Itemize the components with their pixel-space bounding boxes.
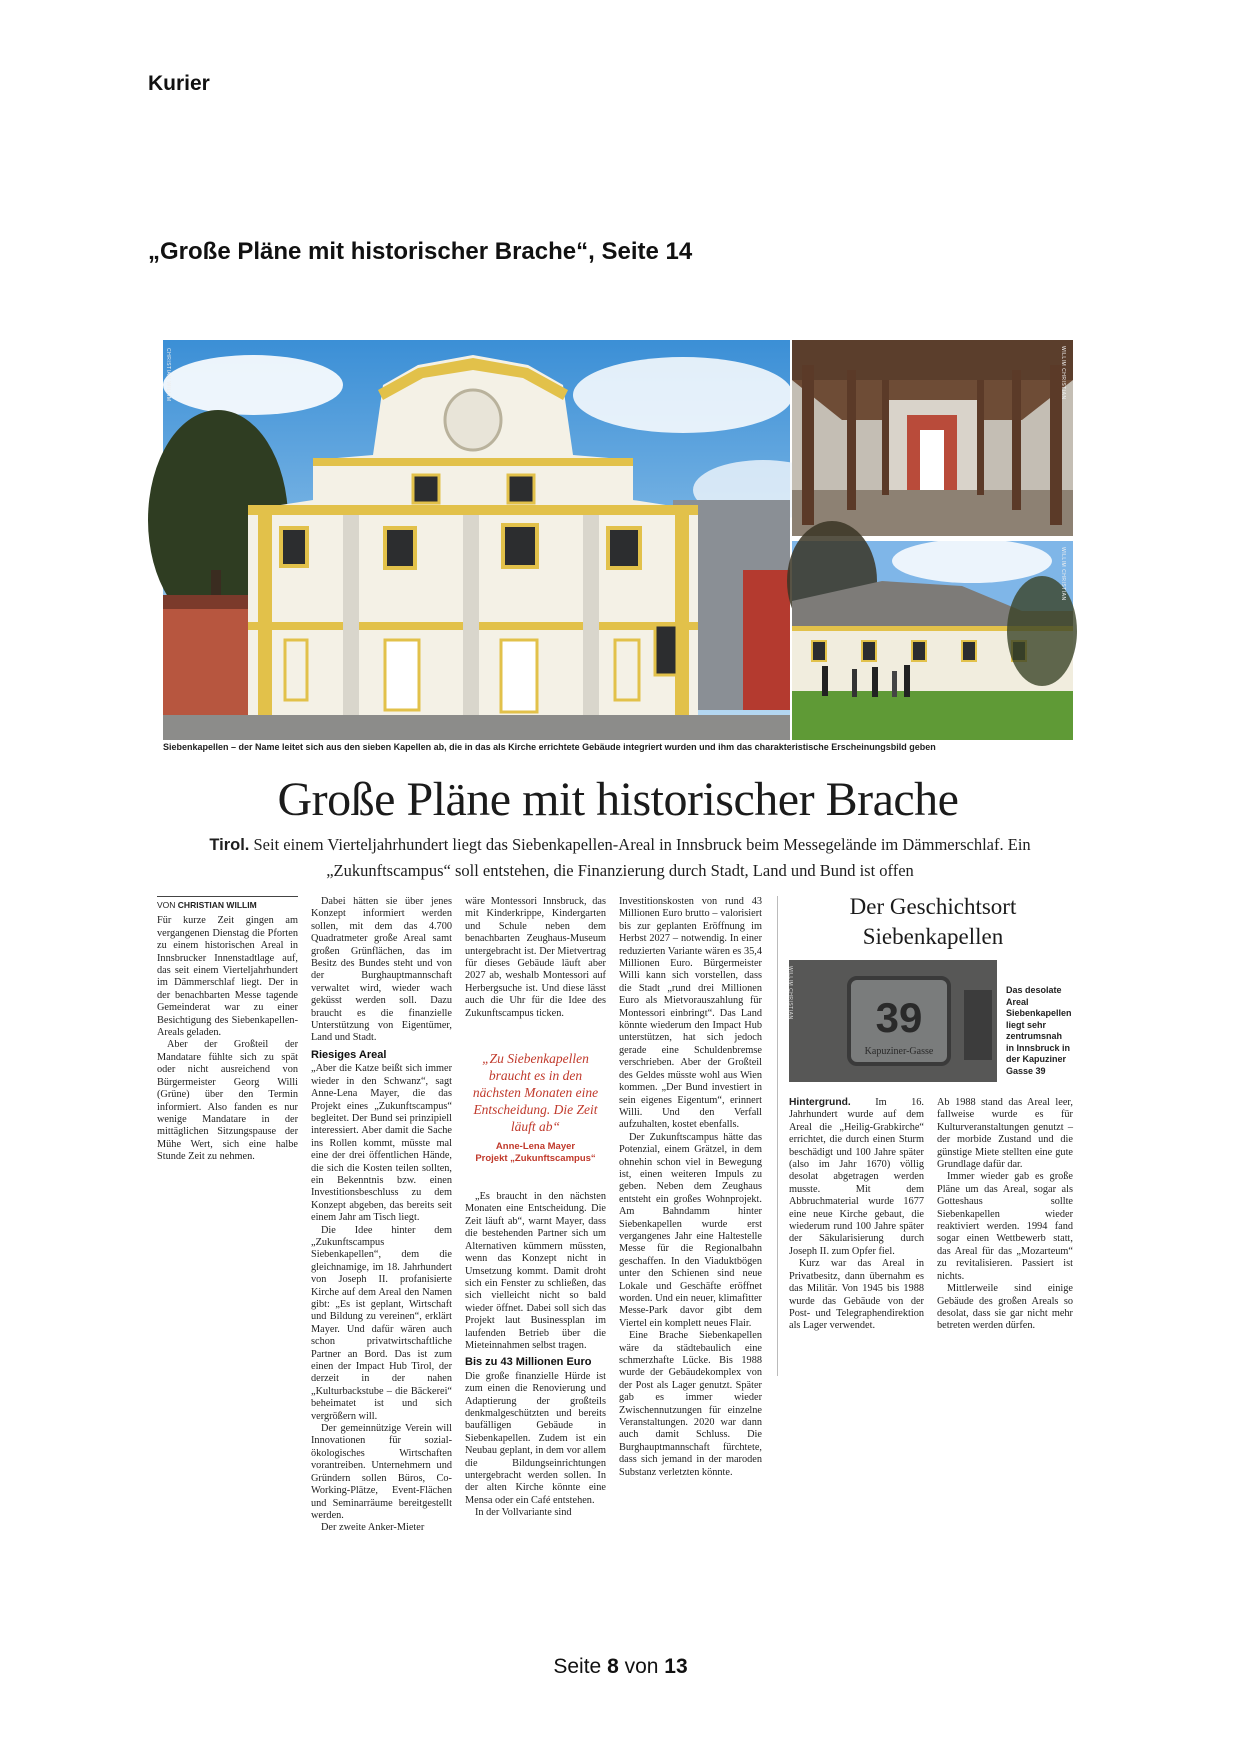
paragraph: Investitionskosten von rund 43 Millionen Euro brutto – valorisiert bis zur geplanten Eröffnung im Herbst 2027 – notwendig. In einer reduzierten Variante wären es 35,4 Millionen Euro. Bürgermeister Willi kann sich vorstellen, dass die Stadt „rund drei Millionen Euro als Mietvorauszahlung für Montessori einbringt“. Das Land könnte wiederum den Impact Hub unterstützen, hat sich jedoch gerade eine Schuldenbremse verschrieben. Aber der Großteil des Geldes müsste wohl aus Wien kommen. „Der Bund investiert in sein eigenes Eigentum“, erinnert Willi. Und den Verfall aufzuhalten, kostet ebenfalls. [619, 896, 762, 1131]
paragraph: Dabei hätten sie über jenes Konzept informiert werden sollen, mit dem das 4.700 Quadratmeter große Areal samt großen Grünflächen, das im Besitz des Bundes steht und von der Burghauptmannschaft verwaltet wird, wieder wach geküsst werden soll. Dazu braucht es die finanzielle Unterstützung von Eigentümer, Land und Stadt. [311, 896, 452, 1044]
photo-credit-main: CHRISTIAN WILLIM [165, 348, 171, 402]
paragraph: Mittlerweile sind einige Gebäude des großen Areals so desolat, dass sie gar nicht mehr betreten werden dürfen. [937, 1283, 1073, 1332]
pull-quote [469, 1050, 602, 1165]
sidebar-text: Im 16. Jahrhundert wurde auf dem Areal die „Heilig-Grabkirche“ errichtet, die durch einen Sturm beschädigt und 100 Jahre später (also im Jahr 1670) völlig desolat abgetragen werden musste. Mit dem Abbruchmaterial wurde 1677 eine neue Kirche gebaut, die wiederum rund 100 Jahre später der Säkularisierung durch Joseph II. zum Opfer fiel. [789, 1097, 924, 1257]
street-sign-number: 39 [875, 994, 923, 1041]
sidebar-title [793, 892, 1073, 952]
photo-credit-bottom-right: WILLIM CHRISTIAN [1060, 547, 1066, 601]
paragraph: Die Idee hinter dem „Zukunftscampus Siebenkapellen“, dem die gleichnamige, im 18. Jahrhundert von Joseph II. profanisierte Kirche auf dem Areal den Namen gibt: „Es ist geplant, Wirtschaft und Bildung zu vereinen“, erklärt Mayer. Und dafür wären auch schon privatwirtschaftliche Partner an Bord. Das ist zum einen der Impact Hub Tirol, der derzeit in der nahen „Kulturbackstube – die Bäckerei“ beheimatet ist und sich vergrößern will. [311, 1224, 452, 1422]
paragraph: „Es braucht in den nächsten Monaten eine Entscheidung. Die Zeit läuft ab“, warnt Mayer, dass die bestehenden Partner sich um Alternativen kümmern müssten, wenn das Konzept nicht in Umsetzung kommt. Damit droht sich ein Fenster zu schließen, das sich vielleicht nicht so bald wieder öffnet. Dabei soll sich das Projekt laut Businessplan im laufenden Betrieb über die Mieteinnahmen selbst tragen. [465, 1191, 606, 1351]
paragraph: Die große finanzielle Hürde ist zum einen die Renovierung und Adaptierung der großteils denkmalgeschützten und bereits baufälligen Gebäude in Siebenkapellen. Zudem ist ein Neubau geplant, in dem vor allem die Bildungseinrichtungen untergebracht werden sollen. In der alten Kirche könnte eine Mensa oder ein Café entstehen. [465, 1370, 606, 1506]
publication-name: Kurier [148, 72, 210, 95]
footer-total-pages: 13 [664, 1655, 688, 1678]
subheading-riesiges-areal: Riesiges Areal [311, 1048, 387, 1061]
paragraph: In der Vollvariante sind [475, 1507, 572, 1519]
sidebar-column-2 [937, 1097, 1073, 1333]
pull-quote-text: „Zu Siebenkapellen braucht es in den nächsten Monaten eine Entscheidung. Die Zeit läuft ab“ [472, 1051, 599, 1135]
street-sign-illustration [789, 960, 997, 1082]
article-column-1 [157, 896, 298, 1164]
byline-prefix: VON [157, 900, 176, 910]
article-column-2 [311, 896, 452, 1535]
photo-credit-sidebar: WILLIM CHRISTIAN [787, 966, 793, 1020]
paragraph: Eine Brache Siebenkapellen wäre da städtebaulich eine schmerzhafte Lücke. Bis 1988 wurde der Gebäudekomplex von der Post als Lager genutzt. Später gab es immer wieder Zwischennutzungen für einzelne Veranstaltungen. 2020 war dann auch damit Schluss. Die Burghauptmannschaft fürchtete, dass sich jemand in der maroden Substanz verletzten könnte. [619, 1330, 762, 1478]
lead-place: Tirol. [209, 836, 250, 854]
article-column-4 [619, 896, 762, 1479]
paragraph: „Aber die Katze beißt sich immer wieder in den Schwanz“, sagt Anne-Lena Mayer, die das Projekt eines „Zukunftscampus“ begleitet. Der Bund sei prinzipiell interessiert. Aber damit die Sache ins Rollen kommt, müsste mal eine der drei öffentlichen Hände, die sich die Kosten teilen sollten, ein Bekenntnis bzw. einen Investitionsbeschluss zu dem Konzept abgeben, das bereits seit einem Jahr am Tisch liegt. [311, 1063, 452, 1224]
photo-interior [792, 340, 1073, 536]
sidebar-title-line-1: Der Geschichtsort [849, 894, 1017, 919]
photo-credit-top-right: WILLIM CHRISTIAN [1060, 346, 1066, 400]
paragraph: Der Zukunftscampus hätte das Potenzial, einem Grätzel, in dem ohnehin schon viel in Bewegung ist, einen weiteren Impuls zu geben. Neben dem Zeughaus entsteht ein großes Wohnprojekt. Am Bahndamm hinter Siebenkapellen wurde erst vergangenes Jahr eine Haltestelle Messe für die Regionalbahn geschaffen. In den Viaduktbögen unter den Schienen sind neue Lokale und Geschäfte eröffnet worden. Und ein neuer, klimafitter Messe-Park davor gibt dem Viertel ein komplett neues Flair. [619, 1131, 762, 1329]
paragraph [789, 1097, 924, 1258]
church-facade-illustration [163, 340, 790, 740]
sidebar-photo-caption: Das desolate Areal Siebenkapellen liegt sehr zentrumsnah in Innsbruck in der Kapuziner Gasse 39 [1006, 985, 1072, 1076]
footer-current-page: 8 [607, 1655, 619, 1678]
paragraph: wäre Montessori Innsbruck, das mit Kinderkrippe, Kindergarten und Schule neben dem benachbarten Zeughaus-Museum untergebracht ist. Der Mietvertrag für dieses Gebäude läuft aber 2027 ab, weshalb Montessori auf Herbergsuche ist. Und diese lässt auch die Uhr für die Idee des Zukunftscampus ticken. [465, 896, 606, 1019]
paragraph: Für kurze Zeit gingen am vergangenen Dienstag die Pforten zu einem historischen Areal in Innsbrucker Innenstadtlage auf, das seit einem Vierteljahrhundert im Dämmerschlaf liegt. Der in der benachbarten Messe tagende Gemeinderat war zu einer Besichtigung des Siebenkapellen-Areals geladen. [157, 915, 298, 1039]
quote-author-name: Anne-Lena Mayer [495, 1141, 576, 1153]
paragraph: Kurz war das Areal in Privatbesitz, dann übernahm es das Militär. Von 1945 bis 1988 wurde das Gebäude von der Post- und Telegraphendirektion als Lager verwendet. [789, 1258, 924, 1332]
paragraph: Der gemeinnützige Verein will Innovationen für sozial-ökologisches Wirtschaften vorantreiben. Unternehmern und Gründern sollen Büros, Co-Working-Plätze, Event-Flächen und Seminarräume bereitgestellt werden. [311, 1423, 452, 1521]
sidebar-title-line-2: Siebenkapellen [862, 924, 1004, 949]
sidebar-column-1 [789, 1097, 924, 1333]
paragraph: Immer wieder gab es große Pläne um das Areal, sogar als Gotteshaus sollte Siebenkapellen wieder reaktiviert werden. 1994 fand sogar einen Wettbewerb statt, das Areal für das „Mozarteum“ zu revitalisieren. Passiert ist nichts. [937, 1171, 1073, 1282]
lead-text: Seit einem Vierteljahrhundert liegt das Siebenkapellen-Areal in Innsbruck beim Messegelände im Dämmerschlaf. Ein „Zukunftscampus“ soll entstehen, die Finanzierung durch Stadt, Land und Bund ist offen [249, 835, 1031, 880]
clip-title: „Große Pläne mit historischer Brache“, Seite 14 [148, 238, 693, 265]
article-column-3 [465, 896, 606, 1520]
photo-exterior-yard [792, 541, 1073, 740]
footer-prefix: Seite [553, 1655, 602, 1678]
street-sign-name: Kapuziner-Gasse [864, 1046, 934, 1057]
byline [157, 896, 298, 911]
page-footer [0, 1655, 1241, 1679]
paragraph: Aber der Großteil der Mandatare fühlte sich zu spät oder nicht ausreichend von Bürgermeister Georg Willi (Grüne) über den Termin informiert. Also fanden es nur wenige Mandatare in der mittäglichen Sitzungspause der Mühe Wert, sich eine halbe Stunde Zeit zu nehmen. [157, 1039, 298, 1163]
footer-middle: von [624, 1655, 659, 1678]
subheading-43-millionen: Bis zu 43 Millionen Euro [465, 1356, 592, 1369]
article-headline: Große Pläne mit historischer Brache [277, 773, 959, 826]
article-lead [190, 832, 1050, 883]
exterior-illustration [792, 541, 1073, 740]
sidebar-lead: Hintergrund. [789, 1097, 851, 1108]
column-rule [777, 896, 778, 1376]
sidebar-photo-street-sign [789, 960, 997, 1082]
paragraph: Der zweite Anker-Mieter [321, 1522, 425, 1534]
quote-author-role: Projekt „Zukunftscampus“ [475, 1153, 596, 1165]
photo-caption: Siebenkapellen – der Name leitet sich aus den sieben Kapellen ab, die in das als Kirche errichtete Gebäude integriert wurden und ihm das charakteristische Erscheinungsbild geben [163, 742, 936, 752]
pull-quote-author [469, 1141, 602, 1165]
main-photo-church [163, 340, 790, 740]
paragraph: Ab 1988 stand das Areal leer, fallweise wurde es für Kulturveranstaltungen genutzt – der morbide Zustand und die günstige Miete stellten eine gute Grundlage dafür dar. [937, 1097, 1073, 1171]
byline-author: CHRISTIAN WILLIM [177, 900, 257, 910]
interior-illustration [792, 340, 1073, 536]
